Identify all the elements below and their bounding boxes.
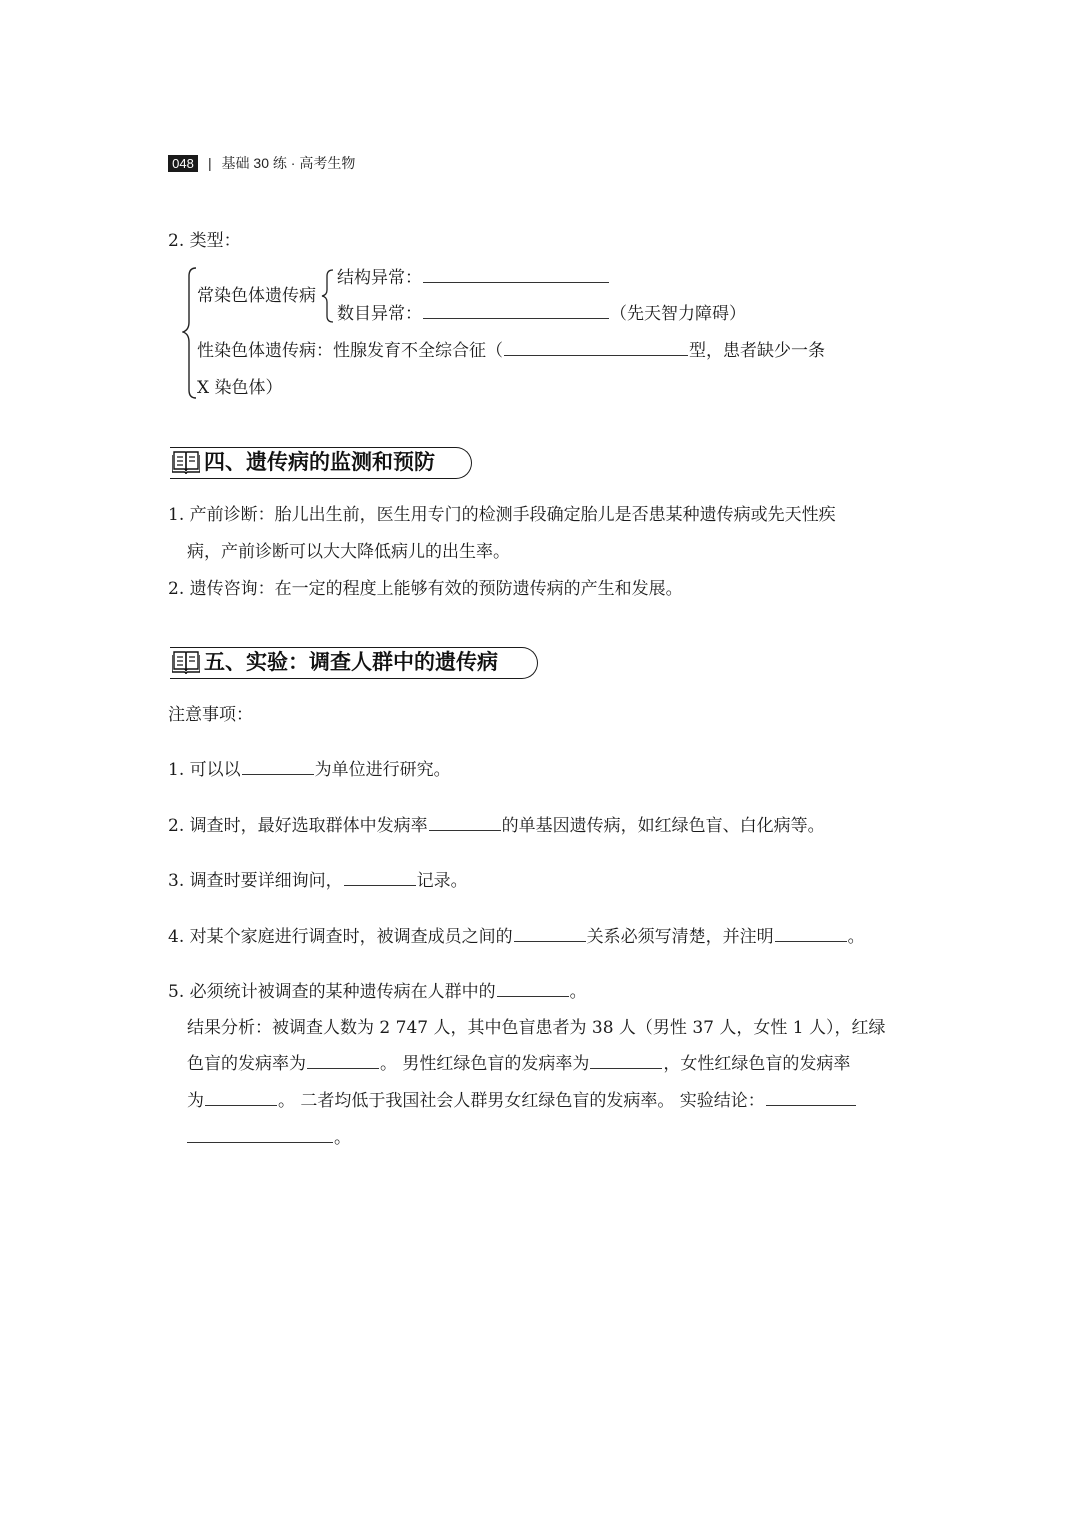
note-item-5: 5. 必须统计被调查的某种遗传病在人群中的 。 — [168, 982, 587, 1002]
blank-male-rate[interactable] — [590, 1054, 662, 1069]
section4-title: 四、遗传病的监测和预防 — [204, 450, 435, 474]
section-heading-experiment — [170, 647, 538, 679]
blank-conclusion-a[interactable] — [766, 1091, 856, 1106]
analysis-line4: 。 — [187, 1127, 351, 1149]
inner-brace — [322, 270, 333, 322]
section5-title: 五、实验：调查人群中的遗传病 — [204, 650, 498, 674]
blank-female-rate[interactable] — [205, 1091, 277, 1106]
analysis-line3: 为 。 二者均低于我国社会人群男女红绿色盲的发病率。 实验结论： — [187, 1090, 857, 1112]
prenatal-diagnosis-line2: 病，产前诊断可以大大降低病儿的出生率。 — [187, 542, 510, 562]
book-icon — [172, 449, 200, 475]
blank-turner-type[interactable] — [504, 341, 688, 356]
blank-relationship[interactable] — [514, 927, 586, 942]
book-title: 基础 30 练 · 高考生物 — [221, 155, 356, 171]
structural-abnormality: 结构异常： — [337, 267, 610, 289]
running-header — [208, 153, 355, 173]
note-item-4: 4. 对某个家庭进行调查时，被调查成员之间的 关系必须写清楚，并注明 。 — [168, 927, 865, 947]
blank-annotation[interactable] — [775, 927, 847, 942]
sex-chromosome-disease-cont: X 染色体） — [197, 378, 283, 398]
analysis-line2: 色盲的发病率为 。 男性红绿色盲的发病率为 ，女性红绿色盲的发病率 — [187, 1054, 851, 1074]
note-item-2: 2. 调查时，最好选取群体中发病率 的单基因遗传病，如红绿色盲、白化病等。 — [168, 816, 825, 836]
sex-chromosome-disease: 性染色体遗传病：性腺发育不全综合征（ 型，患者缺少一条 — [197, 341, 825, 361]
genetic-counseling: 2. 遗传咨询：在一定的程度上能够有效的预防遗传病的产生和发展。 — [168, 579, 683, 599]
analysis-line1: 结果分析：被调查人数为 2 747 人，其中色盲患者为 38 人（男性 37 人，女性 1 人），红绿 — [187, 1018, 886, 1038]
header-separator: | — [208, 155, 212, 171]
note-item-3: 3. 调查时要详细询问， 记录。 — [168, 871, 468, 891]
blank-numerical[interactable] — [423, 304, 609, 319]
page-number: 048 — [168, 155, 198, 172]
outer-brace — [183, 268, 196, 398]
prenatal-diagnosis-line1: 1. 产前诊断：胎儿出生前，医生用专门的检测手段确定胎儿是否患某种遗传病或先天性疾 — [168, 505, 836, 525]
numerical-abnormality: 数目异常： （先天智力障碍） — [337, 304, 746, 324]
autosomal-disease-label: 常染色体遗传病 — [197, 286, 316, 306]
blank-conclusion-b[interactable] — [187, 1128, 333, 1143]
book-icon — [172, 649, 200, 675]
types-label: 2. 类型： — [168, 231, 241, 251]
blank-incidence[interactable] — [429, 816, 501, 831]
section-heading-monitoring — [170, 447, 472, 479]
blank-unit[interactable] — [242, 760, 314, 775]
note-item-1: 1. 可以以 为单位进行研究。 — [168, 760, 451, 780]
blank-structural[interactable] — [423, 268, 609, 283]
blank-rate[interactable] — [497, 982, 569, 997]
blank-record[interactable] — [344, 871, 416, 886]
notes-label: 注意事项： — [168, 705, 253, 725]
blank-total-rate[interactable] — [307, 1054, 379, 1069]
